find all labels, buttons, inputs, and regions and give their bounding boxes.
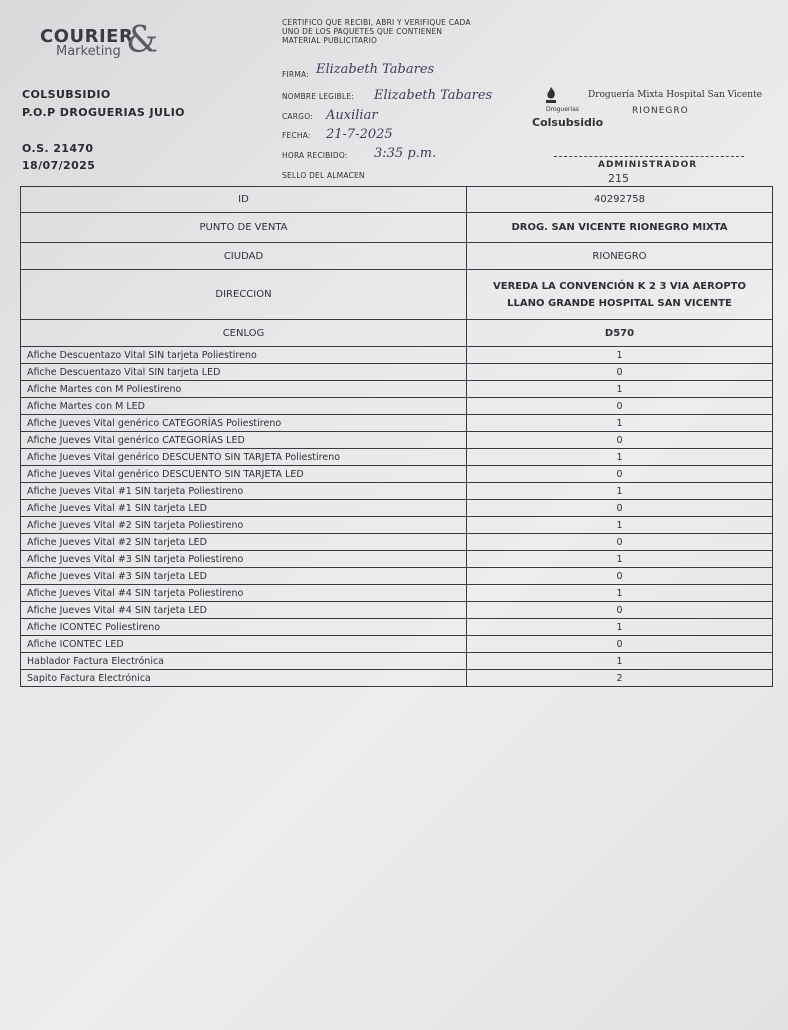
cargo-label: CARGO: [282,112,313,121]
item-quantity: 1 [467,449,773,466]
item-name: Afiche ICONTEC LED [21,636,467,653]
item-name: Afiche Jueves Vital genérico DESCUENTO SIN TARJETA Poliestireno [21,449,467,466]
item-quantity: 1 [467,653,773,670]
item-quantity: 1 [467,517,773,534]
store-stamp [532,86,762,146]
table-row [21,602,773,619]
ciudad-value: RIONEGRO [467,243,773,270]
document-sheet [4,0,788,1030]
item-quantity: 0 [467,432,773,449]
table-row [21,534,773,551]
item-quantity: 0 [467,568,773,585]
table-row [21,653,773,670]
item-quantity: 0 [467,602,773,619]
table-row [21,585,773,602]
item-name: Afiche ICONTEC Poliestireno [21,619,467,636]
table-row [21,636,773,653]
table-row [21,398,773,415]
courier-marketing-logo [34,18,159,68]
nombre-value: Elizabeth Tabares [374,88,493,103]
pop-name: P.O.P DROGUERIAS JULIO [22,106,185,119]
item-name: Afiche Jueves Vital #4 SIN tarjeta LED [21,602,467,619]
item-name: Afiche Jueves Vital #3 SIN tarjeta Poliestireno [21,551,467,568]
item-name: Afiche Descuentazo Vital SIN tarjeta LED [21,364,467,381]
item-quantity: 1 [467,483,773,500]
table-row [21,432,773,449]
item-quantity: 1 [467,381,773,398]
dir-label: DIRECCION [21,270,467,320]
fecha-value: 21-7-2025 [326,127,393,142]
item-name: Afiche Jueves Vital #4 SIN tarjeta Poliestireno [21,585,467,602]
admin-number: 215 [608,172,629,185]
firma-signature: Elizabeth Tabares [316,62,435,77]
table-row [21,568,773,585]
admin-label: ADMINISTRADOR [598,160,698,170]
pv-label: PUNTO DE VENTA [21,213,467,243]
hora-value: 3:35 p.m. [374,146,437,161]
stamp-store-name: Droguería Mixta Hospital San Vicente [588,90,763,100]
item-quantity: 1 [467,347,773,364]
item-quantity: 0 [467,466,773,483]
table-row [21,619,773,636]
nombre-label: NOMBRE LEGIBLE: [282,92,354,101]
table-row [21,466,773,483]
item-name: Afiche Descuentazo Vital SIN tarjeta Poliestireno [21,347,467,364]
admin-signature-line [554,156,744,157]
item-quantity: 0 [467,500,773,517]
ciudad-label: CIUDAD [21,243,467,270]
table-row [21,415,773,432]
cenlog-value: D570 [467,320,773,347]
item-name: Afiche Jueves Vital genérico DESCUENTO SIN TARJETA LED [21,466,467,483]
item-name: Afiche Jueves Vital #3 SIN tarjeta LED [21,568,467,585]
item-name: Afiche Jueves Vital genérico CATEGORÍAS LED [21,432,467,449]
pv-value: DROG. SAN VICENTE RIONEGRO MIXTA [467,213,773,243]
item-name: Hablador Factura Electrónica [21,653,467,670]
table-row [21,551,773,568]
dir-value: VEREDA LA CONVENCIÓN K 2 3 VIA AEROPTO LLANO GRANDE HOSPITAL SAN VICENTE [467,270,773,320]
table-row [21,381,773,398]
item-name: Afiche Jueves Vital genérico CATEGORÍAS Poliestireno [21,415,467,432]
stamp-city: RIONEGRO [632,106,689,116]
stamp-drogerias: Droguerías [546,106,579,113]
item-name: Afiche Jueves Vital #1 SIN tarjeta Poliestireno [21,483,467,500]
cargo-value: Auxiliar [326,108,378,123]
firma-label: FIRMA: [282,70,309,79]
company-name: COLSUBSIDIO [22,88,111,101]
item-name: Afiche Jueves Vital #2 SIN tarjeta LED [21,534,467,551]
id-label: ID [21,187,467,213]
fecha-label: FECHA: [282,131,311,140]
colsubsidio-flame-icon [544,86,558,104]
item-quantity: 1 [467,585,773,602]
order-number: O.S. 21470 [22,142,94,155]
table-row [21,347,773,364]
item-name: Afiche Martes con M LED [21,398,467,415]
table-row-ciudad [21,243,773,270]
item-quantity: 0 [467,534,773,551]
logo-courier-text: COURIER [40,26,134,47]
item-quantity: 1 [467,619,773,636]
table-row [21,364,773,381]
item-quantity: 0 [467,398,773,415]
item-quantity: 2 [467,670,773,687]
cenlog-label: CENLOG [21,320,467,347]
sello-label: SELLO DEL ALMACEN [282,171,365,180]
certificate-text: CERTIFICO QUE RECIBI, ABRI Y VERIFIQUE CADA UNO DE LOS PAQUETES QUE CONTIENEN MATERIAL PUBLICITARIO [282,18,471,45]
logo-marketing-text: Marketing [56,44,121,59]
table-row [21,670,773,687]
table-row-punto-venta [21,213,773,243]
id-value: 40292758 [467,187,773,213]
table-row [21,500,773,517]
item-quantity: 0 [467,636,773,653]
item-name: Afiche Martes con M Poliestireno [21,381,467,398]
logo-ampersand: & [126,20,159,61]
hora-label: HORA RECIBIDO: [282,151,348,160]
table-row-id [21,187,773,213]
item-quantity: 1 [467,551,773,568]
item-quantity: 0 [467,364,773,381]
table-row-cenlog [21,320,773,347]
material-table [20,186,773,687]
table-row [21,449,773,466]
stamp-brand: Colsubsidio [532,116,604,129]
order-date: 18/07/2025 [22,159,96,172]
table-row [21,517,773,534]
item-name: Afiche Jueves Vital #1 SIN tarjeta LED [21,500,467,517]
table-row [21,483,773,500]
item-quantity: 1 [467,415,773,432]
item-name: Afiche Jueves Vital #2 SIN tarjeta Poliestireno [21,517,467,534]
table-row-direccion [21,270,773,320]
item-name: Sapito Factura Electrónica [21,670,467,687]
